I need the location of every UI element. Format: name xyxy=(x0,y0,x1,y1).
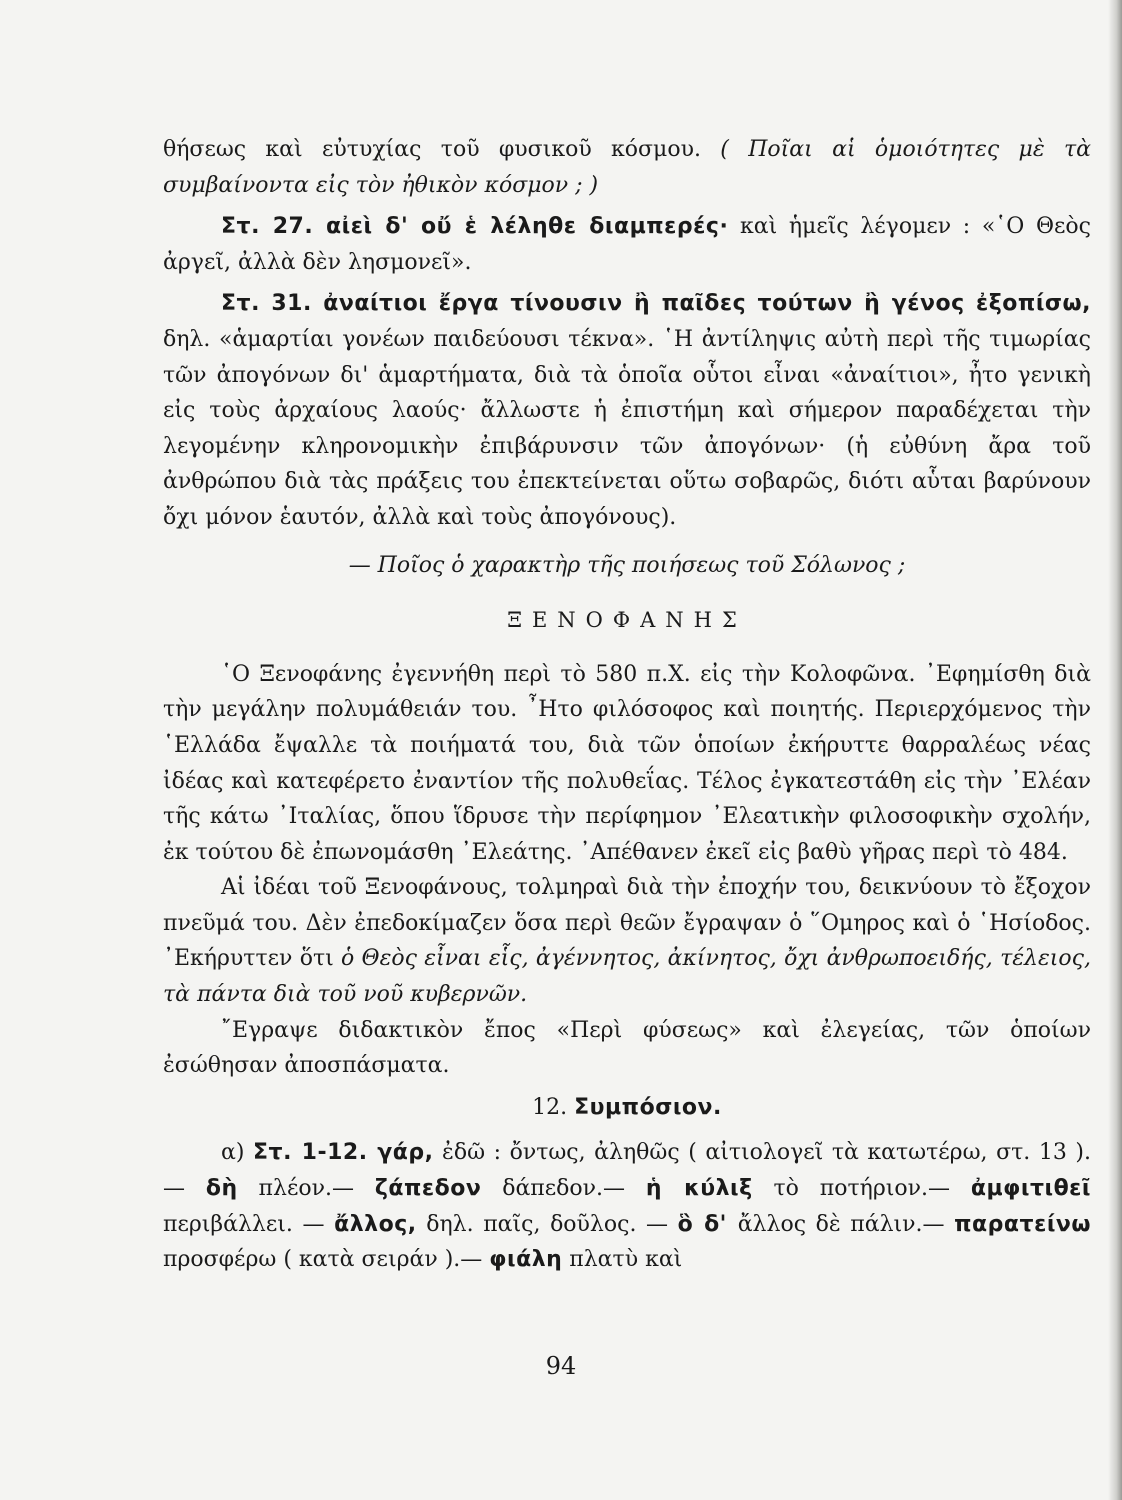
page-edge-shadow xyxy=(1108,0,1122,1500)
doctrine-italic: ὁ Θεὸς εἶναι εἷς, ἀγέννητος, ἀκίνητος, ὄχι ἀνθρωποειδής, τέλειος, τὰ πάντα διὰ τοῦ νοῦ κυβερνῶν. xyxy=(163,946,1091,1008)
paragraph-verse-31: Στ. 31. ἀναίτιοι ἔργα τίνουσιν ἢ παῖδες τούτων ἢ γένος ἐξοπίσω, δηλ. «ἁμαρτίαι γονέων παιδεύουσι τέκνα». ῾Η ἀντίληψις αὐτὴ περὶ τῆς τιμωρίας τῶν ἀπογόνων δι' ἁμαρτήματα, διὰ τὰ ὁποῖα οὗτοι εἶναι «ἀναίτιοι», ἦτο γενικὴ εἰς τοὺς ἀρχαίους λαούς· ἄλλωστε ἡ ἐπιστήμη καὶ σήμερον παραδέχεται τὴν λεγομένην κληρονομικὴν ἐπιβάρυνσιν τῶν ἀπογόνων· (ἡ εὐθύνη ἄρα τοῦ ἀνθρώπου διὰ τὰς πράξεις του ἐπεκτείνεται οὕτω σοβαρῶς, διότι αὗται βαρύνουν ὄχι μόνον ἑαυτόν, ἀλλὰ καὶ τοὺς ἀπογόνους). xyxy=(163,291,1091,530)
question-italic: ( Ποῖαι αἱ ὁμοιότητες μὲ τὰ συμβαίνοντα εἰς τὸν ἠθικὸν κόσμον ; ) xyxy=(163,137,1092,198)
paragraph-bio-1: ῾Ο Ξενοφάνης ἐγεννήθη περὶ τὸ 580 π.Χ. εἰς τὴν Κολοφῶνα. ᾿Εφημίσθη διὰ τὴν μεγάλην πολυμάθειάν του. ῏Ητο φιλόσοφος καὶ ποιητής. Περιερχόμενος τὴν ῾Ελλάδα ἔψαλλε τὰ ποιήματά του, διὰ τῶν ὁποίων ἐκήρυττε θαρραλέως νέας ἰδέας καὶ κατεφέρετο ἐναντίον τῆς πολυθεΐας. Τέλος ἐγκατεστάθη εἰς τὴν ᾿Ελέαν τῆς κάτω ᾿Ιταλίας, ὅπου ἵδρυσε τὴν περίφημον ᾿Ελεατικὴν φιλοσοφικὴν σχολήν, ἐκ τούτου δὲ ἐπωνομάσθη ᾿Ελεάτης. ᾿Απέθανεν ἐκεῖ εἰς βαθὺ γῆρας περὶ τὸ 484. xyxy=(163,661,1091,865)
paragraph-bio-2: Αἱ ἰδέαι τοῦ Ξενοφάνους, τολμηραὶ διὰ τὴν ἐποχήν του, δεικνύουν τὸ ἔξοχον πνεῦμά του. Δὲν ἐπεδοκίμαζεν ὅσα περὶ θεῶν ἔγραψαν ὁ ῞Ομηρος καὶ ὁ ῾Ησίοδος. ᾿Εκήρυττεν ὅτι ὁ Θεὸς εἶναι εἷς, ἀγέννητος, ἀκίνητος, ὄχι ἀνθρωποειδής, τέλειος, τὰ πάντα διὰ τοῦ νοῦ κυβερνῶν. xyxy=(163,875,1091,1008)
paragraph-glossary: α) Στ. 1-12. γάρ, ἐδῶ : ὄντως, ἀληθῶς ( αἰτιολογεῖ τὰ κατωτέρω, στ. 13 ).— δὴ πλέον.— ζάπεδον δάπεδον.— ἡ κύλιξ τὸ ποτήριον.— ἀμφιτιθεῖ περιβάλλει. — ἄλλος, δηλ. παῖς, δοῦλος. — ὃ δ' ἄλλος δὲ πάλιν.— παρατείνω προσφέρω ( κατὰ σειράν ).— φιάλη πλατὺ καὶ xyxy=(163,1140,1092,1273)
paragraph-bio-3: ῎Εγραψε διδακτικὸν ἔπος «Περὶ φύσεως» καὶ ἐλεγείας, τῶν ὁποίων ἐσώθησαν ἀποσπάσματα. xyxy=(163,1017,1091,1079)
section-title-symposion: 12. Συμπόσιον. xyxy=(532,1094,722,1120)
paragraph-verse-27: Στ. 27. αἰεὶ δ' οὔ ἑ λέληθε διαμπερές· καὶ ἡμεῖς λέγομεν : «῾Ο Θεὸς ἀργεῖ, ἀλλὰ δὲν λησμονεῖ». xyxy=(163,214,1091,275)
paragraph-1: θήσεως καὶ εὐτυχίας τοῦ φυσικοῦ κόσμου. ( Ποῖαι αἱ ὁμοιότητες μὲ τὰ συμβαίνοντα εἰς τὸν ἠθικὸν κόσμον ; ) xyxy=(163,137,1092,198)
section-heading-xenophanes: ΞΕΝΟΦΑΝΗΣ xyxy=(507,608,747,633)
page-body xyxy=(163,132,1091,1278)
page-number: 94 xyxy=(545,1352,577,1380)
verse-27-quote: Στ. 27. αἰεὶ δ' οὔ ἑ λέληθε διαμπερές· xyxy=(221,214,729,240)
verse-31-quote: Στ. 31. ἀναίτιοι ἔργα τίνουσιν ἢ παῖδες τούτων ἢ γένος ἐξοπίσω, xyxy=(221,291,1091,317)
study-question: — Ποῖος ὁ χαρακτὴρ τῆς ποιήσεως τοῦ Σόλωνος ; xyxy=(348,552,906,578)
